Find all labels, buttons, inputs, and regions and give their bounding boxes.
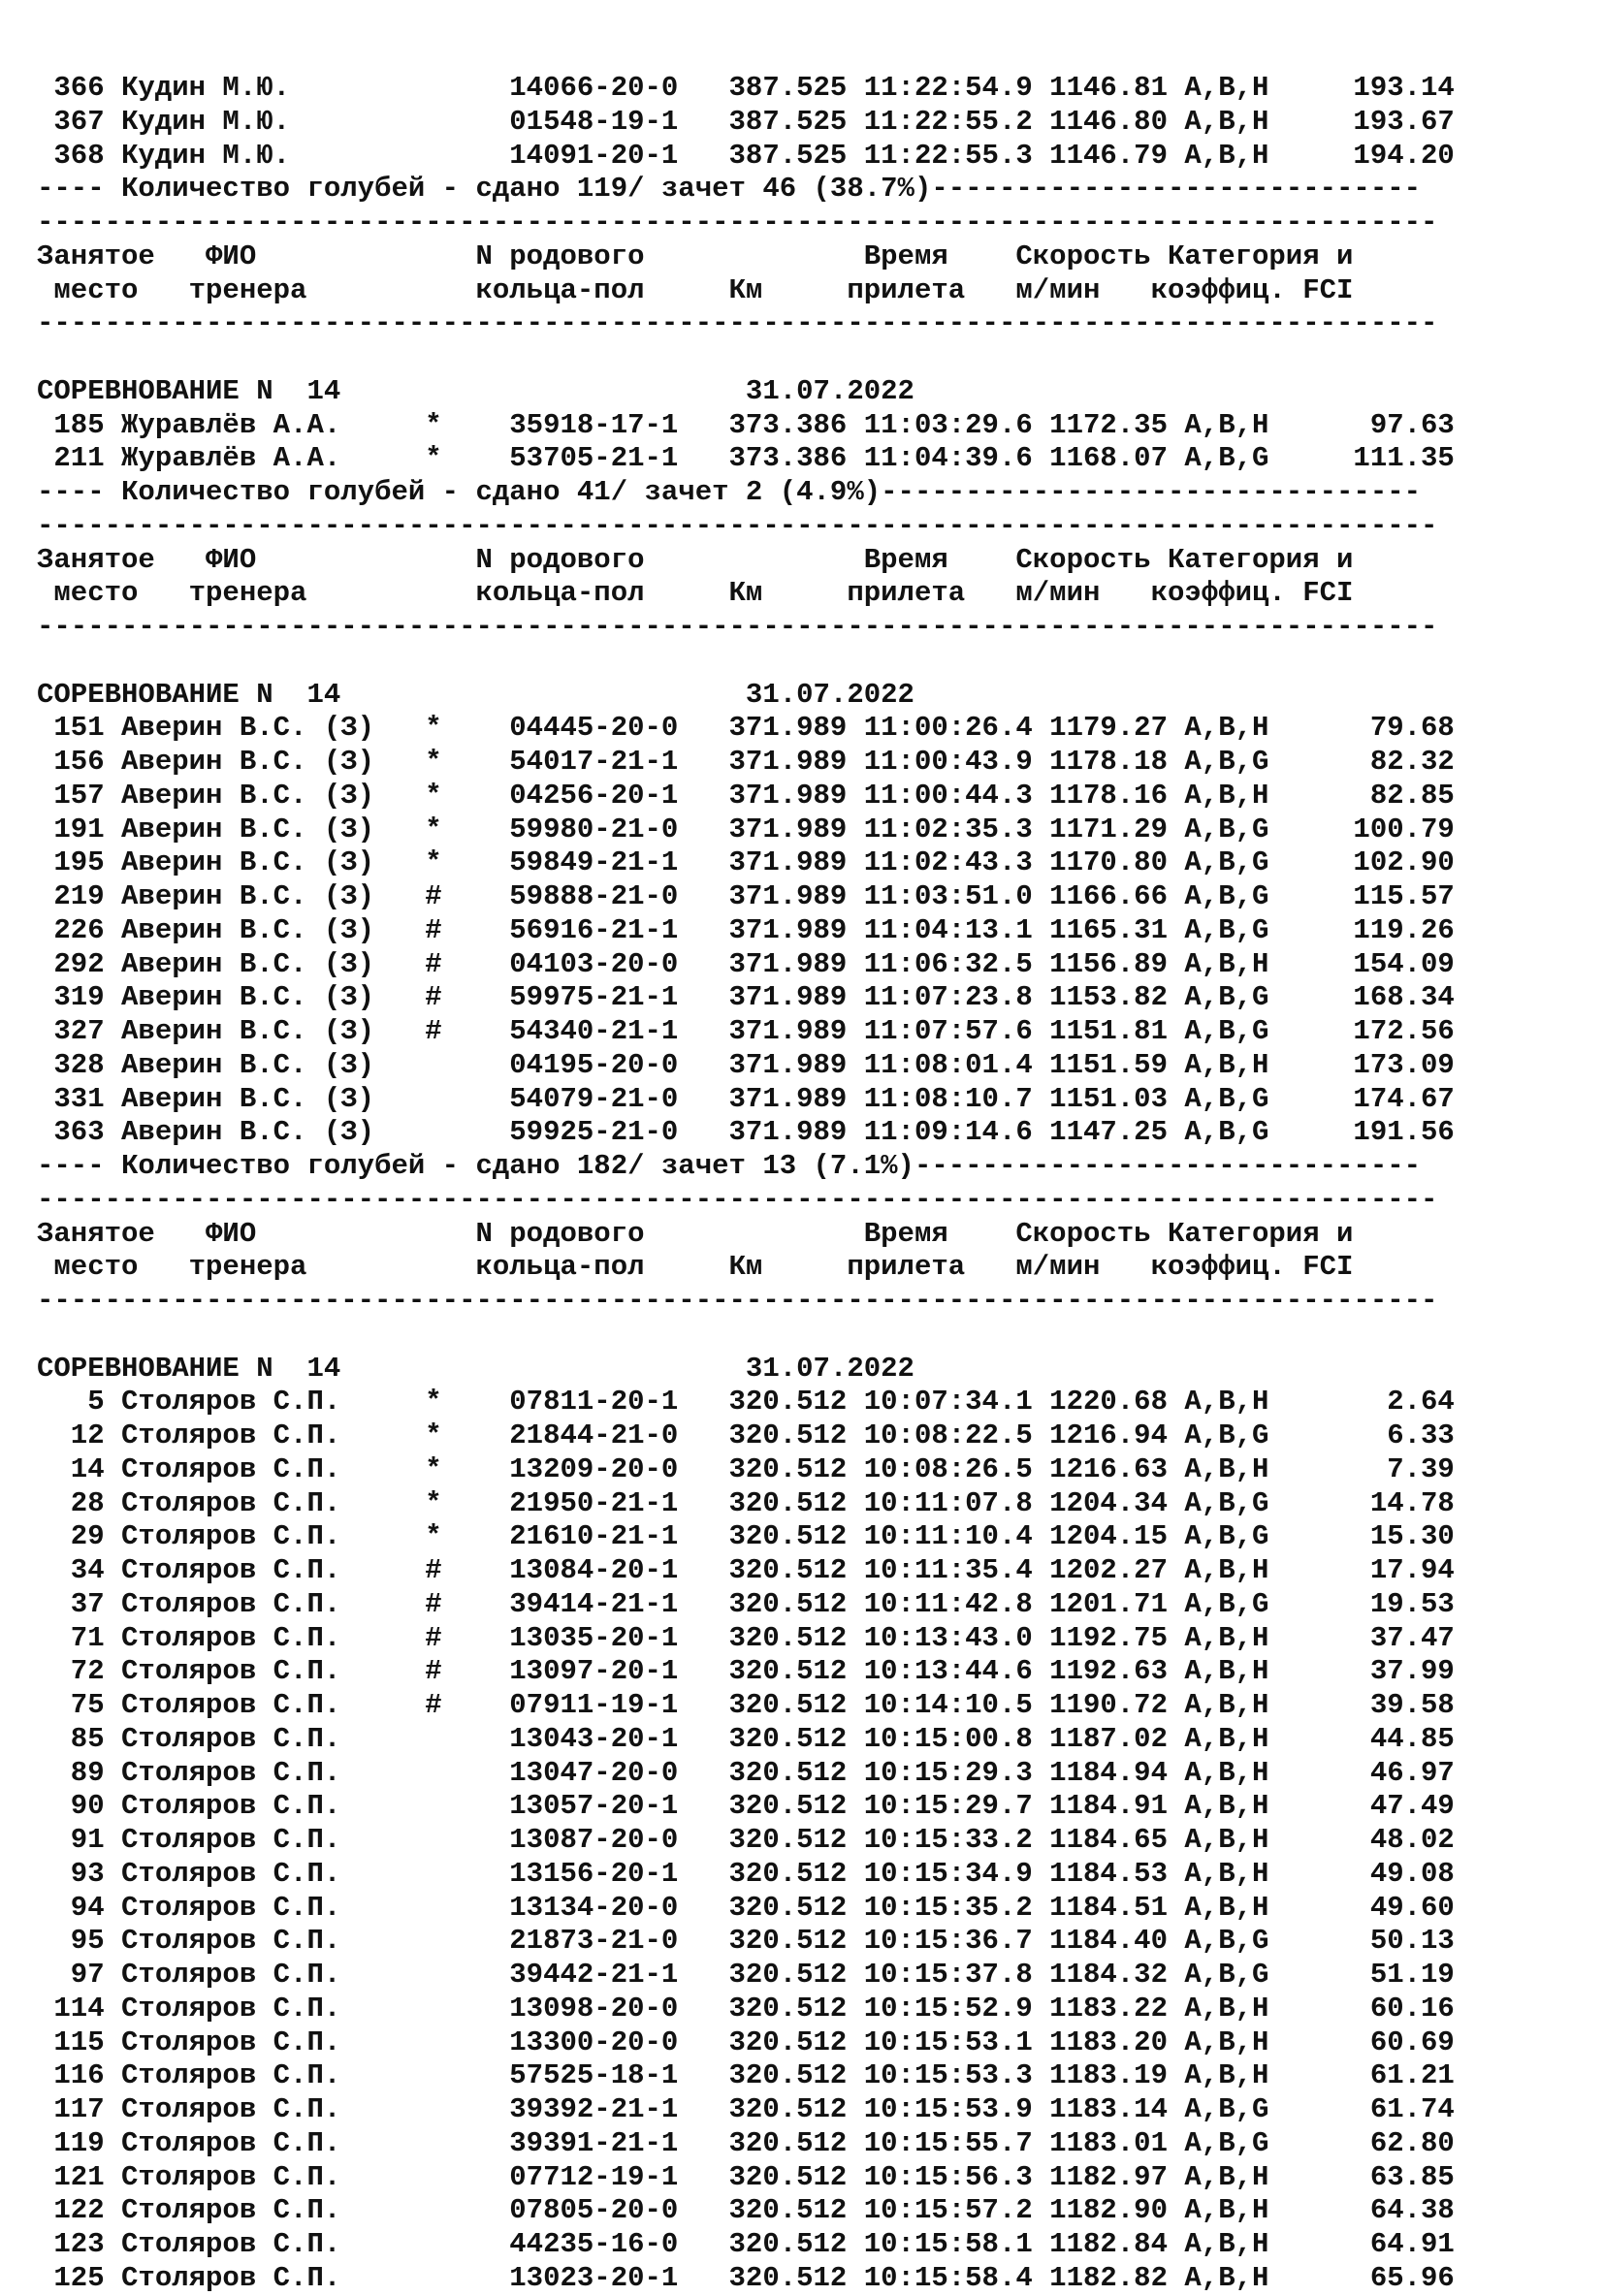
results-printout [37,72,1455,2296]
result-row: 91 Столяров С.П. 13087-20-0 320.512 10:15:33.2 1184.65 A,B,H 48.02 [37,1824,1455,1856]
table-header-line: Занятое ФИО N родового Время Скорость Категория и [37,239,1354,272]
result-row: 12 Столяров С.П. * 21844-21-0 320.512 10:08:22.5 1216.94 A,B,G 6.33 [37,1419,1455,1451]
result-row: 97 Столяров С.П. 39442-21-1 320.512 10:15:37.8 1184.32 A,B,G 51.19 [37,1959,1455,1991]
result-row: 5 Столяров С.П. * 07811-20-1 320.512 10:07:34.1 1220.68 A,B,H 2.64 [37,1386,1455,1419]
result-row: 94 Столяров С.П. 13134-20-0 320.512 10:15:35.2 1184.51 A,B,H 49.60 [37,1891,1455,1924]
result-row: 367 Кудин М.Ю. 01548-19-1 387.525 11:22:55.2 1146.80 A,B,H 193.67 [37,105,1455,138]
blank-line [37,341,1455,375]
result-row: 156 Аверин В.С. (З) * 54017-21-1 371.989 11:00:43.9 1178.18 A,B,G 82.32 [37,746,1455,778]
table-header-line: место тренера кольца-пол Км прилета м/мин коэффиц. FCI [37,577,1354,610]
result-row: 34 Столяров С.П. # 13084-20-1 320.512 10:11:35.4 1202.27 A,B,H 17.94 [37,1554,1455,1586]
result-row: 219 Аверин В.С. (З) # 59888-21-0 371.989 11:03:51.0 1166.66 A,B,G 115.57 [37,880,1455,912]
blank-line [37,1319,1455,1353]
result-row: 157 Аверин В.С. (З) * 04256-20-1 371.989 11:00:44.3 1178.16 A,B,H 82.85 [37,779,1455,812]
separator-line: ----------------------------------------------------------------------------------- [37,509,1438,542]
result-row: 115 Столяров С.П. 13300-20-0 320.512 10:15:53.1 1183.20 A,B,H 60.69 [37,2025,1455,2058]
table-header-line: Занятое ФИО N родового Время Скорость Категория и [37,1217,1354,1250]
result-row: 328 Аверин В.С. (З) 04195-20-0 371.989 11:08:01.4 1151.59 A,B,H 173.09 [37,1048,1455,1081]
result-row: 195 Аверин В.С. (З) * 59849-21-1 371.989 11:02:43.3 1170.80 A,B,G 102.90 [37,846,1455,879]
competition-title: СОРЕВНОВАНИЕ N 14 31.07.2022 [37,1352,914,1385]
result-row: 116 Столяров С.П. 57525-18-1 320.512 10:15:53.3 1183.19 A,B,H 61.21 [37,2059,1455,2092]
separator-line: ----------------------------------------------------------------------------------- [37,1183,1438,1216]
result-row: 93 Столяров С.П. 13156-20-1 320.512 10:15:34.9 1184.53 A,B,H 49.08 [37,1857,1455,1890]
result-row: 363 Аверин В.С. (З) 59925-21-0 371.989 11:09:14.6 1147.25 A,B,G 191.56 [37,1116,1455,1149]
result-row: 119 Столяров С.П. 39391-21-1 320.512 10:15:55.7 1183.01 A,B,G 62.80 [37,2126,1455,2159]
result-row: 29 Столяров С.П. * 21610-21-1 320.512 10:11:10.4 1204.15 A,B,G 15.30 [37,1520,1455,1553]
result-row: 151 Аверин В.С. (З) * 04445-20-0 371.989 11:00:26.4 1179.27 A,B,H 79.68 [37,712,1455,745]
result-row: 331 Аверин В.С. (З) 54079-21-0 371.989 11:08:10.7 1151.03 A,B,G 174.67 [37,1082,1455,1115]
separator-line: ----------------------------------------------------------------------------------- [37,1285,1438,1317]
section-summary: ---- Количество голубей - сдано 182/ зачет 13 (7.1%)------------------------------ [37,1150,1422,1182]
competition-title: СОРЕВНОВАНИЕ N 14 31.07.2022 [37,678,914,711]
result-row: 122 Столяров С.П. 07805-20-0 320.512 10:15:57.2 1182.90 A,B,H 64.38 [37,2194,1455,2227]
table-header-line: место тренера кольца-пол Км прилета м/мин коэффиц. FCI [37,273,1354,306]
result-row: 28 Столяров С.П. * 21950-21-1 320.512 10:11:07.8 1204.34 A,B,G 14.78 [37,1486,1455,1519]
separator-line: ----------------------------------------------------------------------------------- [37,611,1438,643]
result-row: 327 Аверин В.С. (З) # 54340-21-1 371.989 11:07:57.6 1151.81 A,B,G 172.56 [37,1015,1455,1047]
result-row: 37 Столяров С.П. # 39414-21-1 320.512 10:11:42.8 1201.71 A,B,G 19.53 [37,1587,1455,1620]
result-row: 121 Столяров С.П. 07712-19-1 320.512 10:15:56.3 1182.97 A,B,H 63.85 [37,2160,1455,2193]
result-row: 90 Столяров С.П. 13057-20-1 320.512 10:15:29.7 1184.91 A,B,H 47.49 [37,1790,1455,1823]
result-row: 14 Столяров С.П. * 13209-20-0 320.512 10:08:26.5 1216.63 A,B,H 7.39 [37,1452,1455,1485]
separator-line: ----------------------------------------------------------------------------------- [37,207,1438,239]
result-row: 191 Аверин В.С. (З) * 59980-21-0 371.989 11:02:35.3 1171.29 A,B,G 100.79 [37,813,1455,845]
table-header-line: место тренера кольца-пол Км прилета м/мин коэффиц. FCI [37,1251,1354,1284]
result-row: 226 Аверин В.С. (З) # 56916-21-1 371.989 11:04:13.1 1165.31 A,B,G 119.26 [37,913,1455,946]
result-row: 114 Столяров С.П. 13098-20-0 320.512 10:15:52.9 1183.22 A,B,H 60.16 [37,1992,1455,2025]
result-row: 185 Журавлёв А.А. * 35918-17-1 373.386 11:03:29.6 1172.35 A,B,H 97.63 [37,408,1455,441]
result-row: 368 Кудин М.Ю. 14091-20-1 387.525 11:22:55.3 1146.79 A,B,H 194.20 [37,139,1455,172]
result-row: 117 Столяров С.П. 39392-21-1 320.512 10:15:53.9 1183.14 A,B,G 61.74 [37,2093,1455,2125]
result-row: 72 Столяров С.П. # 13097-20-1 320.512 10:13:44.6 1192.63 A,B,H 37.99 [37,1655,1455,1688]
result-row: 95 Столяров С.П. 21873-21-0 320.512 10:15:36.7 1184.40 A,B,G 50.13 [37,1925,1455,1958]
blank-line [37,645,1455,679]
result-row: 123 Столяров С.П. 44235-16-0 320.512 10:15:58.1 1182.84 A,B,H 64.91 [37,2228,1455,2260]
result-row: 125 Столяров С.П. 13023-20-1 320.512 10:15:58.4 1182.82 A,B,H 65.96 [37,2261,1455,2294]
result-row: 71 Столяров С.П. # 13035-20-1 320.512 10:13:43.0 1192.75 A,B,H 37.47 [37,1621,1455,1654]
result-row: 89 Столяров С.П. 13047-20-0 320.512 10:15:29.3 1184.94 A,B,H 46.97 [37,1756,1455,1789]
competition-title: СОРЕВНОВАНИЕ N 14 31.07.2022 [37,374,914,407]
result-row: 85 Столяров С.П. 13043-20-1 320.512 10:15:00.8 1187.02 A,B,H 44.85 [37,1722,1455,1755]
section-summary: ---- Количество голубей - сдано 41/ зачет 2 (4.9%)-------------------------------- [37,476,1422,508]
result-row: 75 Столяров С.П. # 07911-19-1 320.512 10:14:10.5 1190.72 A,B,H 39.58 [37,1689,1455,1721]
result-row: 319 Аверин В.С. (З) # 59975-21-1 371.989 11:07:23.8 1153.82 A,B,G 168.34 [37,981,1455,1014]
result-row: 292 Аверин В.С. (З) # 04103-20-0 371.989 11:06:32.5 1156.89 A,B,H 154.09 [37,947,1455,980]
table-header-line: Занятое ФИО N родового Время Скорость Категория и [37,543,1354,576]
result-row: 366 Кудин М.Ю. 14066-20-0 387.525 11:22:54.9 1146.81 A,B,H 193.14 [37,72,1455,104]
separator-line: ----------------------------------------------------------------------------------- [37,307,1438,340]
section-summary: ---- Количество голубей - сдано 119/ зачет 46 (38.7%)----------------------------- [37,173,1422,206]
result-row: 211 Журавлёв А.А. * 53705-21-1 373.386 11:04:39.6 1168.07 A,B,G 111.35 [37,442,1455,475]
